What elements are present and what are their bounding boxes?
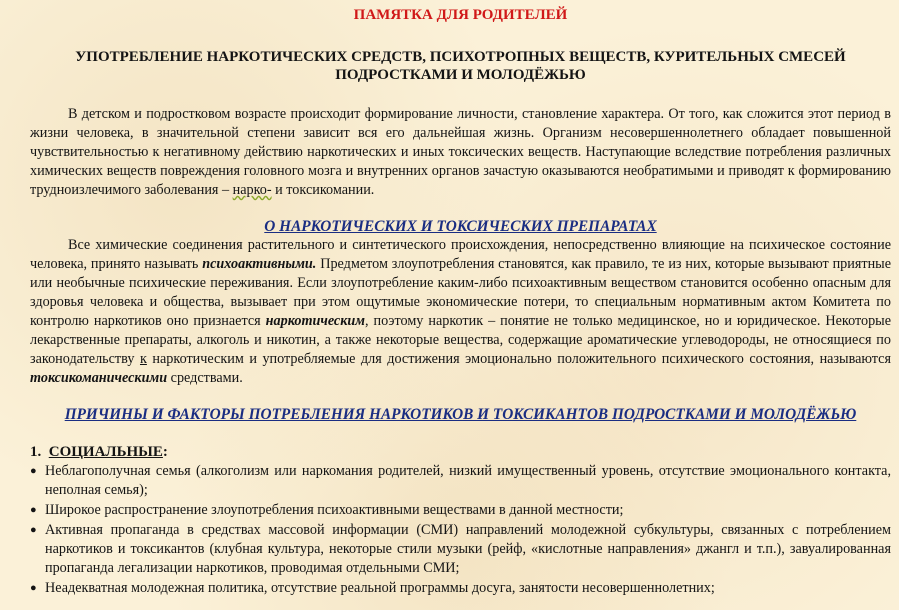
drugs-term-narcotic: наркотическим bbox=[265, 313, 366, 329]
intro-text-b: и токсикомании. bbox=[275, 182, 375, 198]
intro-paragraph bbox=[30, 105, 891, 200]
drugs-text-5: средствами. bbox=[170, 370, 243, 386]
memo-title: ПАМЯТКА ДЛЯ РОДИТЕЛЕЙ bbox=[353, 7, 568, 23]
drugs-term-psychoactive: психоактивными. bbox=[202, 256, 317, 272]
list-item bbox=[30, 521, 891, 578]
list-item bbox=[30, 501, 891, 520]
list-item bbox=[30, 462, 891, 500]
list-item-text: Широкое распространение злоупотребления психоактивными веществами в данной местности; bbox=[45, 502, 624, 518]
section-heading-causes: ПРИЧИНЫ И ФАКТОРЫ ПОТРЕБЛЕНИЯ НАРКОТИКОВ И ТОКСИКАНТОВ ПОДРОСТКАМИ И МОЛОДЁЖЬЮ bbox=[64, 406, 857, 423]
social-factors-list bbox=[30, 462, 891, 598]
list-item-text: Активная пропаганда в средствах массовой информации (СМИ) направлений молодежной субкультуры, связанных с потреблением наркотиков и токсикантов (клубная культура, некоторые стили музыки (рейф, «кислотные направления» джангл и т.п.), завуалированная пропаганда легализации наркотиков, проводимая отдельными СМИ; bbox=[45, 522, 891, 576]
bullet-icon: ● bbox=[30, 504, 37, 516]
drugs-text-k: к bbox=[139, 351, 147, 367]
intro-text-narko: нарко- bbox=[232, 182, 272, 198]
drugs-text-1: Все химические соединения растительного и синтетического происхождения, непосредственно влияющие на психическое состояние человека, принято называть bbox=[30, 237, 891, 272]
bullet-icon: ● bbox=[30, 582, 37, 594]
drugs-text-4: наркотическим и употребляемые для достижения эмоционально положительного психического состояния, называются bbox=[152, 351, 892, 367]
list-item-text: Неблагополучная семья (алкоголизм или наркомания родителей, низкий имущественный уровень, отсутствие эмоционального контакта, неполная семья); bbox=[45, 463, 891, 498]
social-label: СОЦИАЛЬНЫЕ bbox=[48, 444, 163, 460]
bullet-icon: ● bbox=[30, 465, 37, 477]
intro-text-a: В детском и подростковом возрасте происходит формирование личности, становление характера. От того, как сложится этот период в жизни человека, в значительной степени зависит вся его дальнейшая жизнь. Организм несовершеннолетнего обладает повышенной чувствительностью к негативному действию наркотических и иных токсических веществ. Наступающие вследствие потребления различных химических веществ повреждения головного мозга и внутренних органов зачастую оказываются необратимыми и приводят к формированию трудноизлечимого заболевания – bbox=[30, 106, 891, 198]
list-item bbox=[30, 579, 891, 598]
main-heading: УПОТРЕБЛЕНИЕ НАРКОТИЧЕСКИХ СРЕДСТВ, ПСИХОТРОПНЫХ ВЕЩЕСТВ, КУРИТЕЛЬНЫХ СМЕСЕЙ ПОДРОСТКАМИ И МОЛОДЁЖЬЮ bbox=[75, 49, 846, 83]
social-number: 1. bbox=[30, 444, 42, 460]
drugs-term-toxic: токсикоманическими bbox=[30, 370, 168, 386]
bullet-icon: ● bbox=[30, 524, 37, 536]
social-colon: : bbox=[162, 444, 168, 460]
drugs-paragraph bbox=[30, 236, 891, 388]
drugs-text-2: Предметом злоупотребления становятся, как правило, те из них, которые вызывают приятные или необычные психические переживания. Если злоупотребление каким-либо психоактивным веществом становится особенно опасным для здоровья человека и общества, вызывает при этом ощутимые экономические потери, то специальным нормативным актом Комитета по контролю наркотиков оно признается bbox=[30, 256, 892, 329]
drugs-text-3: , поэтому наркотик – понятие не только медицинское, но и юридическое. Некоторые лекарственные препараты, алкоголь и никотин, а также некоторые вещества, содержащие ароматические углеводороды, не относящиеся по законодательству bbox=[30, 313, 892, 367]
list-item-text: Неадекватная молодежная политика, отсутствие реальной программы досуга, занятости несовершеннолетних; bbox=[45, 580, 715, 596]
section-heading-drugs: О НАРКОТИЧЕСКИХ И ТОКСИЧЕСКИХ ПРЕПАРАТАХ bbox=[264, 218, 657, 235]
social-factors-heading bbox=[30, 443, 891, 462]
